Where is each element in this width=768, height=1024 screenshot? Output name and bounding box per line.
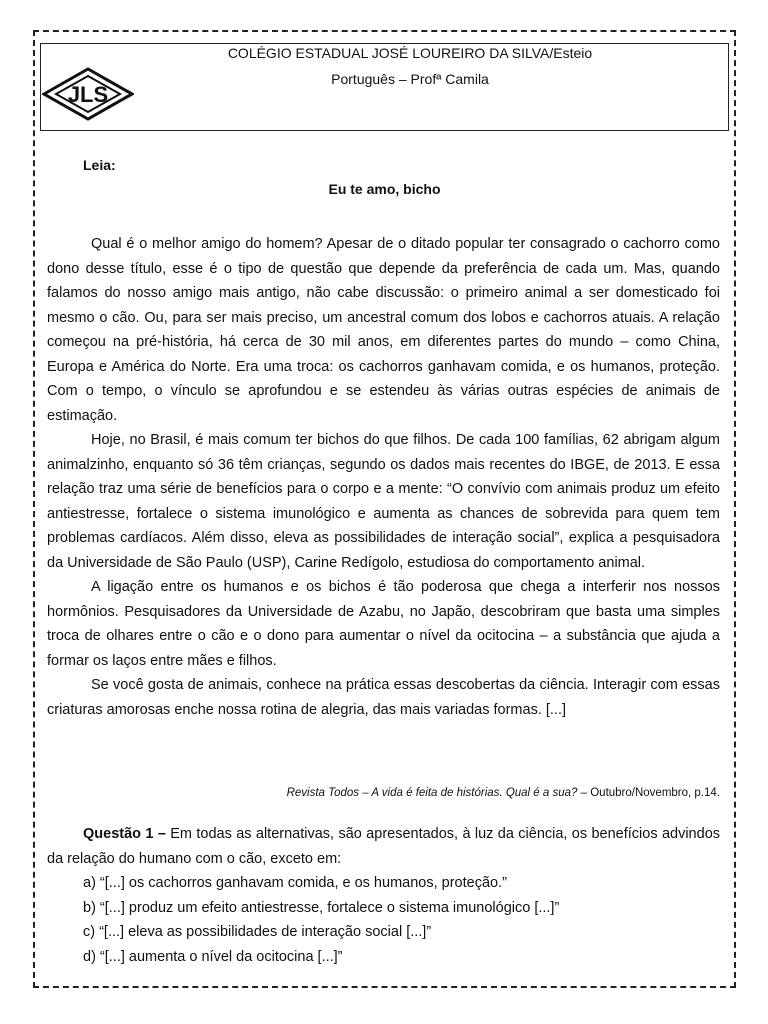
paragraph: Se você gosta de animais, conhece na prática essas descobertas da ciência. Interagir com essas criaturas amorosas enche nossa rotina de alegria, das mais variadas formas. [...] [47, 677, 720, 718]
subject-teacher: Português – Profª Camila [331, 71, 489, 87]
question-label: Questão 1 – [83, 826, 166, 842]
school-logo [42, 67, 134, 121]
option-d: d) “[...] aumenta o nível da ocitocina [...]” [83, 948, 343, 965]
paragraph: Qual é o melhor amigo do homem? Apesar de o ditado popular ter consagrado o cachorro como dono desse título, esse é o tipo de questão que depende da preferência de cada um. Mas, quando falamos do nosso amigo mais antigo, não cabe discussão: o primeiro animal a ser domesticado foi mesmo o cão. Ou, para ser mais preciso, um ancestral comum dos lobos e cachorros atuais. A relação começou na pré-história, há cerca de 30 mil anos, em diferentes partes do mundo – como China, Europa e América do Norte. Era uma troca: os cachorros ganhavam comida, e os humanos, proteção. Com o tempo, o vínculo se aprofundou e se estendeu às várias outras espécies de animais de estimação. [47, 236, 720, 424]
source-citation [47, 785, 720, 801]
question-options [83, 871, 559, 969]
source-title: Revista Todos – A vida é feita de histórias. Qual é a sua? [286, 787, 578, 799]
option-a: a) “[...] os cachorros ganhavam comida, e os humanos, proteção.” [83, 875, 507, 891]
intro-label: Leia: [83, 157, 116, 173]
question-1 [47, 822, 720, 871]
logo-text: JLS [67, 82, 109, 107]
reading-text [47, 232, 720, 722]
option-b: b) “[...] produz um efeito antiestresse, fortalece o sistema imunológico [...]” [83, 899, 560, 916]
paragraph: Hoje, no Brasil, é mais comum ter bichos do que filhos. De cada 100 famílias, 62 abrigam algum animalzinho, enquanto só 36 têm crianças, segundo os dados mais recentes do IBGE, de 2013. E essa relação traz uma série de benefícios para o corpo e a mente: “O convívio com animais produz um efeito antiestresse, fortalece o sistema imunológico e aumenta as chances de sobrevida para quem tem problemas cardíacos. Além disso, eleva as possibilidades de interação social”, explica a pesquisadora da Universidade de São Paulo (USP), Carine Redígolo, estudiosa do comportamento animal. [47, 432, 720, 571]
school-name: COLÉGIO ESTADUAL JOSÉ LOUREIRO DA SILVA/Esteio [227, 45, 593, 61]
paragraph: A ligação entre os humanos e os bichos é tão poderosa que chega a interferir nos nossos hormônios. Pesquisadores da Universidade de Azabu, no Japão, descobriram que basta uma simples troca de olhares entre o cão e o dono para aumentar o nível da ocitocina – a substância que ajuda a formar os laços entre mães e filhos. [47, 579, 720, 669]
source-date: – Outubro/Novembro, p.14. [577, 787, 720, 799]
question-text: Em todas as alternativas, são apresentados, à luz da ciência, os benefícios advindos da relação do humano com o cão, exceto em: [47, 826, 721, 867]
option-c: c) “[...] eleva as possibilidades de interação social [...]” [83, 924, 432, 940]
text-title: Eu te amo, bicho [328, 181, 441, 197]
